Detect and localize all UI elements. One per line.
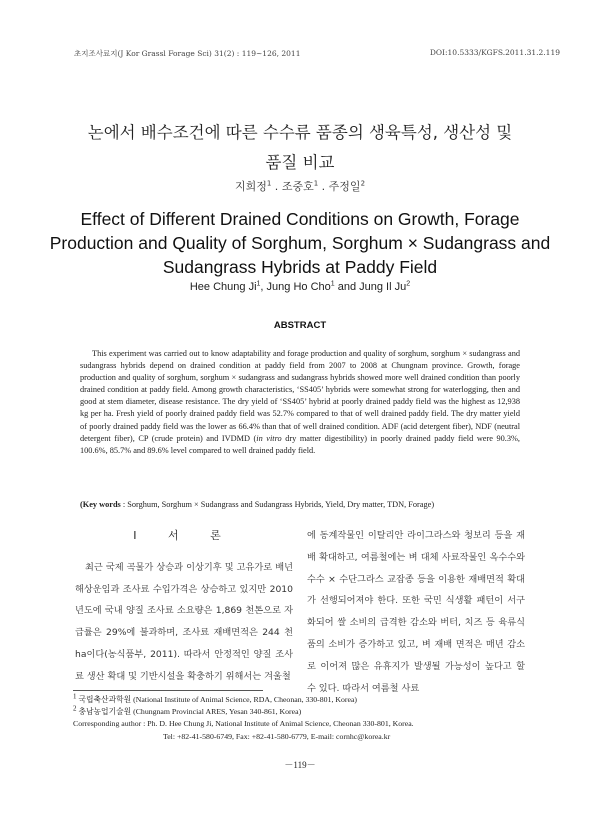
keywords-text: : Sorghum, Sorghum × Sudangrass and Sudangrass Hybrids, Yield, Dry matter, TDN, Forage): [120, 500, 435, 509]
right-column: [307, 525, 525, 699]
left-column-paragraph: 최근 국제 곡물가 상승과 이상기후 및 고유가로 배넌 해상운임과 조사료 수입가격은 상승하고 있지만 2010년도에 국내 양질 조사료 소요량은 1,869 천톤으로 자급률은 29%에 불과하며, 조사료 재배면적은 244 천 ha이다(농식품부, 2011). 따라서 안정적인 양질 조사료 생산 확대 및 기반시설을 확충하기 위해서는 겨울철: [75, 561, 293, 682]
abstract-body: [80, 348, 520, 457]
keywords-label: (Key words: [80, 500, 121, 509]
abstract-italic: in vitro: [256, 433, 282, 443]
korean-title-line-1: 논에서 배수조건에 따른 수수류 품종의 생육특성, 생산성 및: [87, 123, 513, 142]
footnote-2: [73, 706, 533, 718]
korean-author-1-affil: 1: [266, 179, 272, 188]
english-title-line-2: Production and Quality of Sorghum, Sorghum × Sudangrass and: [49, 233, 551, 253]
abstract-text-part-1: This experiment was carried out to know adaptability and forage production and quality of sorghum, sorghum × sudangrass and sudangrass hybrids depend on drained condition at paddy field from 2007 to 2008 at Chungnam province. Growth, forage production and quality of sorghum, sorghum × sudangrass and sudangrass hybrids showed more well drained condition than poorly drained condition at paddy field. Among growth characteristics, ‘SS405’ hybrids were somewhat strong for waterlogging, then and good at stem diameter, disease resistance. The dry yield of ‘SS405’ hybrid at poorly drained paddy field was the highest as 12,938 kg per ha. Fresh yield of poorly drained paddy field was 52.7% compared to that of well drained paddy field. The dry matter yield of poorly drained paddy field was the lower as 66.4% than that of well drained condition. ADF (acid detergent fiber), NDF (neutral detergent fiber), CP (crude protein) and IVDMD (: [80, 349, 520, 443]
keywords: [80, 499, 520, 511]
corresponding-author: Corresponding author : Ph. D. Hee Chung Ji, National Institute of Animal Science, Cheonan 330-801, Korea.: [73, 719, 414, 729]
doi: DOI:10.5333/KGFS.2011.31.2.119: [429, 48, 560, 57]
english-title-line-3: Sudangrass Hybrids at Paddy Field: [162, 257, 438, 277]
abstract-text-part-2: dry matter digestibility) in poorly drained paddy field were 90.3%, 100.6%, 85.7% and 89.6% level compared to well drained paddy field.: [80, 433, 520, 455]
korean-title-line-2: 품질 비교: [265, 153, 335, 172]
footnote-2-marker: 2: [73, 704, 77, 713]
korean-authors: 지희정$^1$ . 조중호$^1$ . 주정일$^2$: [234, 179, 366, 193]
footnote-1-text: 국립축산과학원 (National Institute of Animal Science, RDA, Cheonan, 330-801, Korea): [78, 695, 358, 704]
korean-author-3-affil: 2: [360, 179, 366, 188]
journal-citation: 초지조사료지(J Kor Grassl Forage Sci) 31(2) : 119~126, 2011: [74, 49, 301, 58]
footnote-1: [73, 694, 533, 706]
contact-info: Tel: +82-41-580-6749, Fax: +82-41-580-6779, E-mail: cornhc@korea.kr: [163, 731, 391, 741]
abstract-heading: ABSTRACT: [273, 320, 327, 331]
korean-author-2: 조중호: [281, 180, 314, 193]
english-author-1-affil: 1: [256, 280, 261, 288]
korean-author-3: 주정일: [328, 180, 361, 193]
footnotes: [73, 694, 533, 743]
english-title-line-1: Effect of Different Drained Conditions on Growth, Forage: [80, 209, 520, 229]
left-column: [75, 525, 293, 688]
korean-author-2-affil: 1: [313, 179, 319, 188]
english-author-1: Hee Chung Ji: [189, 281, 257, 293]
english-authors: Hee Chung Ji$^1$, Jung Ho Cho$^1$ and Jung Il Ju$^2$: [189, 280, 411, 293]
korean-title: [40, 118, 560, 178]
english-title: [30, 207, 570, 279]
right-column-paragraph: 에 동계작물인 이탈리안 라이그라스와 청보리 등을 재배 확대하고, 여름철에는 벼 대체 사료작물인 옥수수와 수수 × 수단그라스 교잡종 등을 이용한 재배면적 확대가 선행되어져야 한다. 또한 국민 식생활 패턴이 서구화되어 쌀 소비의 급격한 감소와 버터, 치즈 등 육류식품의 소비가 증가하고 있고, 벼 재배 면적은 매년 감소로 이어져 많은 유휴지가 발생될 가능성이 높다고 할 수 있다. 따라서 여름철 사료: [307, 530, 525, 694]
english-author-3: Jung Il Ju: [359, 281, 407, 293]
footnote-divider: [73, 690, 263, 691]
korean-author-1: 지희정: [234, 180, 267, 193]
english-author-2: Jung Ho Cho: [266, 281, 331, 293]
page-number: －119－: [284, 760, 316, 770]
english-author-2-affil: 1: [330, 280, 335, 288]
footnote-2-text: 충남농업기술원 (Chungnam Provincial ARES, Yesan 340-861, Korea): [78, 707, 302, 717]
footnote-1-marker: 1: [73, 692, 77, 701]
journal-header: [74, 48, 560, 59]
section-heading-introduction: I 서 론: [133, 529, 235, 542]
english-author-3-affil: 2: [406, 280, 411, 288]
